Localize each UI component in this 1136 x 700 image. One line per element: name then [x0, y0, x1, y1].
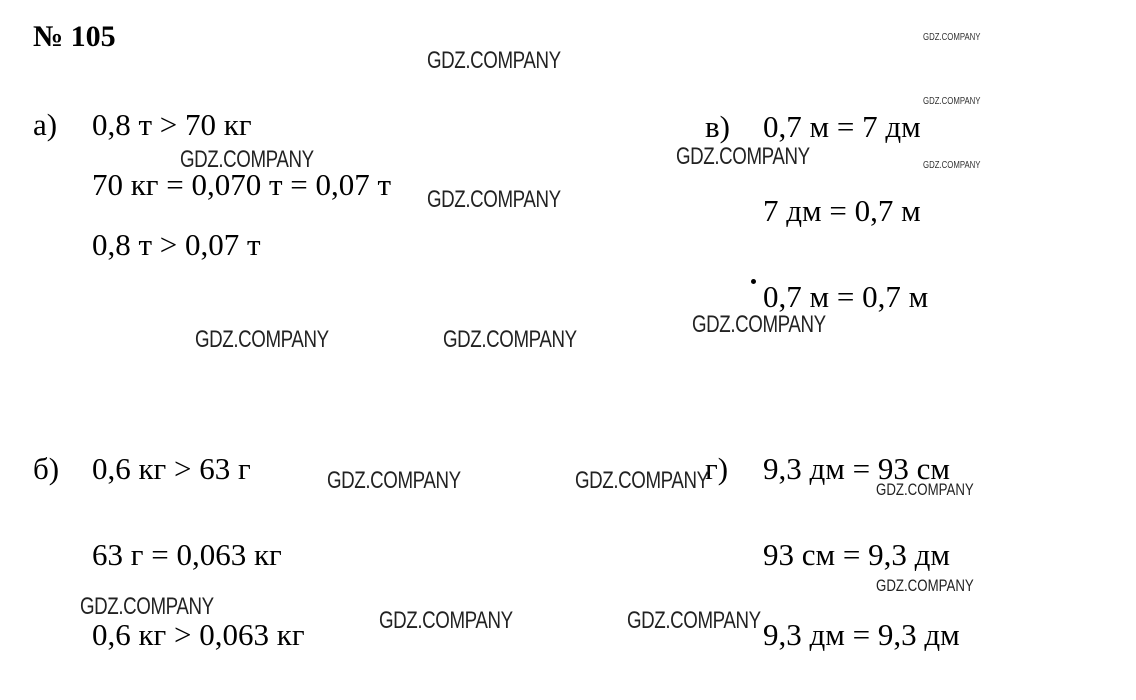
g-line-3: 9,3 дм = 9,3 дм — [763, 617, 960, 652]
watermark: GDZ.COMPANY — [676, 143, 810, 170]
label-g: г) — [705, 451, 729, 486]
watermark: GDZ.COMPANY — [876, 576, 974, 595]
label-v: в) — [705, 109, 730, 144]
watermark: GDZ.COMPANY — [692, 311, 826, 338]
b-line-1: 0,6 кг > 63 г — [92, 451, 251, 486]
a-line-3: 0,8 т > 0,07 т — [92, 227, 261, 262]
b-line-2: 63 г = 0,063 кг — [92, 537, 282, 572]
watermark: GDZ.COMPANY — [379, 607, 513, 634]
a-line-1: 0,8 т > 70 кг — [92, 107, 252, 142]
label-b: б) — [33, 451, 60, 486]
watermark: GDZ.COMPANY — [923, 32, 981, 43]
watermark: GDZ.COMPANY — [923, 160, 981, 171]
g-line-2: 93 см = 9,3 дм — [763, 537, 950, 572]
problem-number-title: № 105 — [33, 20, 116, 53]
g-line-1: 9,3 дм = 93 см — [763, 451, 950, 486]
a-line-2: 70 кг = 0,070 т = 0,07 т — [92, 167, 392, 202]
watermark: GDZ.COMPANY — [195, 326, 329, 353]
watermark: GDZ.COMPANY — [327, 467, 461, 494]
label-a: а) — [33, 107, 58, 142]
watermark: GDZ.COMPANY — [427, 47, 561, 74]
b-line-3: 0,6 кг > 0,063 кг — [92, 617, 305, 652]
watermark: GDZ.COMPANY — [443, 326, 577, 353]
v-line-1: 0,7 м = 7 дм — [763, 109, 921, 144]
watermark: GDZ.COMPANY — [427, 186, 561, 213]
watermark: GDZ.COMPANY — [876, 480, 974, 499]
watermark: GDZ.COMPANY — [80, 593, 214, 620]
ink-dot — [751, 279, 756, 284]
watermark: GDZ.COMPANY — [180, 146, 314, 173]
watermark: GDZ.COMPANY — [923, 96, 981, 107]
v-line-3: 0,7 м = 0,7 м — [763, 279, 929, 314]
v-line-2: 7 дм = 0,7 м — [763, 193, 921, 228]
watermark: GDZ.COMPANY — [575, 467, 709, 494]
watermark: GDZ.COMPANY — [627, 607, 761, 634]
